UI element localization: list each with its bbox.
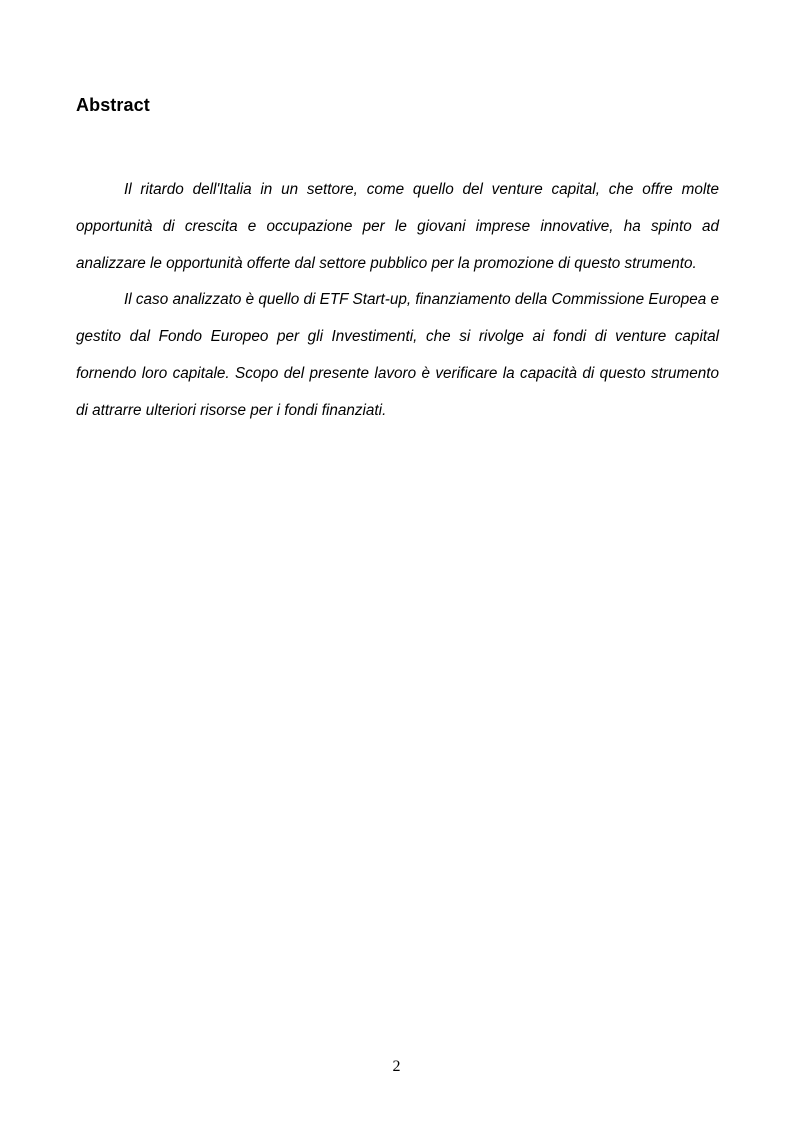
abstract-paragraph-1: Il ritardo dell'Italia in un settore, come quello del venture capital, che offre molte opportunità di crescita e occupazione per le giovani imprese innovative, ha spinto ad analizzare le opportunità offerte dal settore pubblico per la promozione di questo strumento. (76, 181, 719, 272)
abstract-body (76, 172, 719, 430)
abstract-paragraph-2: Il caso analizzato è quello di ETF Start-up, finanziamento della Commissione Europea e gestito dal Fondo Europeo per gli Investimenti, che si rivolge ai fondi di venture capital fornendo loro capitale. Scopo del presente lavoro è verificare la capacità di questo strumento di attrarre ulteriori risorse per i fondi finanziati. (76, 291, 719, 419)
page-number: 2 (392, 1058, 401, 1075)
section-heading: Abstract (76, 95, 150, 115)
